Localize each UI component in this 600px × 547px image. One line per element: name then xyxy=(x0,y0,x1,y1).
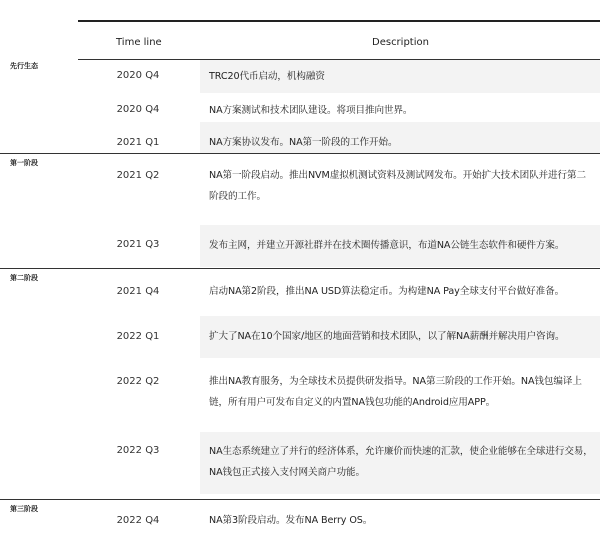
stage-divider xyxy=(0,499,600,500)
stage-divider xyxy=(0,268,600,269)
stage-label: 第三阶段 xyxy=(10,505,38,513)
description-cell: 扩大了NA在10个国家/地区的地面营销和技术团队，以了解NA薪酬并解决用户咨询。 xyxy=(209,331,565,342)
timeline-cell: 2021 Q4 xyxy=(116,286,160,297)
description-cell: NA生态系统建立了并行的经济体系，允许廉价而快速的汇款，使企业能够在全球进行交易，NA钱包正式接入支付网关商户功能。 xyxy=(209,446,593,478)
stage-label: 先行生态 xyxy=(10,62,38,70)
description-cell: 推出NA教育服务，为全球技术员提供研发指导。NA第三阶段的工作开始。NA钱包编译上链，所有用户可发布自定义的内置NA钱包功能的Android应用APP。 xyxy=(209,376,582,408)
timeline-cell: 2021 Q2 xyxy=(116,170,160,181)
description-cell: NA方案测试和技术团队建设。将项目推向世界。 xyxy=(209,105,413,116)
description-cell: TRC20代币启动，机构融资 xyxy=(209,71,325,82)
description-cell: 发布主网，并建立开源社群并在技术圈传播意识，布道NA公链生态软件和硬件方案。 xyxy=(209,240,565,251)
stage-label: 第二阶段 xyxy=(10,274,38,282)
timeline-cell: 2021 Q3 xyxy=(116,239,160,250)
timeline-cell: 2022 Q2 xyxy=(116,376,160,387)
timeline-cell: 2022 Q4 xyxy=(116,515,160,526)
description-cell: 启动NA第2阶段，推出NA USD算法稳定币。为构建NA Pay全球支付平台做好准备。 xyxy=(209,286,565,297)
timeline-cell: 2020 Q4 xyxy=(116,104,160,115)
description-cell: NA方案协议发布。NA第一阶段的工作开始。 xyxy=(209,137,398,148)
timeline-cell: 2022 Q3 xyxy=(116,445,160,456)
timeline-cell: 2020 Q4 xyxy=(116,70,160,81)
timeline-cell: 2021 Q1 xyxy=(116,137,160,148)
table-top-rule xyxy=(78,20,600,22)
description-cell: NA第3阶段启动。发布NA Berry OS。 xyxy=(209,515,373,526)
description-cell: NA第一阶段启动。推出NVM虚拟机测试资料及测试网发布。开始扩大技术团队并进行第二阶段的工作。 xyxy=(209,170,587,202)
stage-label: 第一阶段 xyxy=(10,159,38,167)
column-header-description: Description xyxy=(372,37,429,48)
column-header-time: Time line xyxy=(116,37,162,48)
timeline-cell: 2022 Q1 xyxy=(116,331,160,342)
stage-divider xyxy=(0,153,600,154)
